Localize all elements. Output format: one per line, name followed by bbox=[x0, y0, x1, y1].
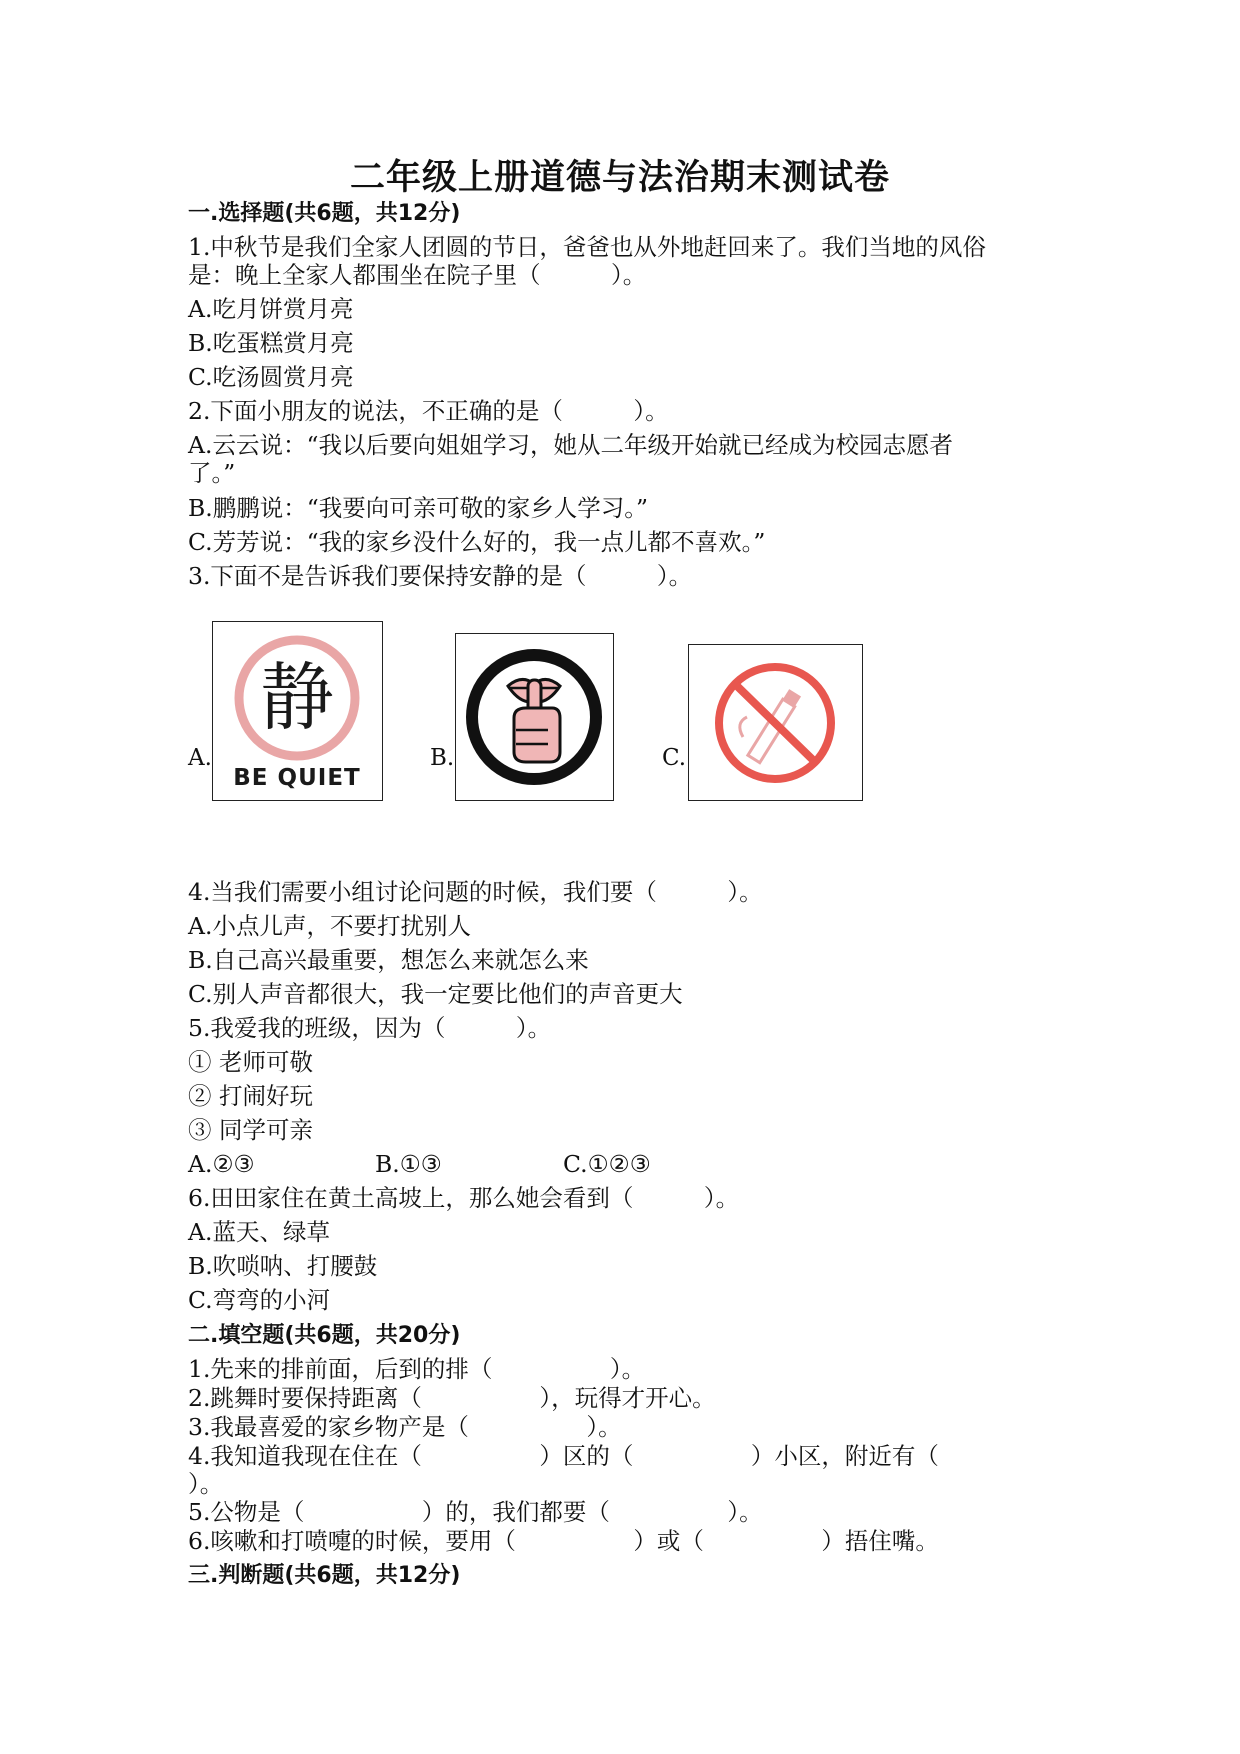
sign-shush bbox=[455, 633, 614, 801]
q3-label-b: B. bbox=[430, 745, 455, 771]
q5-item-1: ① 老师可敬 bbox=[188, 1048, 313, 1076]
q4-option-b: B.自己高兴最重要，想怎么来就怎么来 bbox=[188, 946, 589, 974]
q6-option-a: A.蓝天、绿草 bbox=[188, 1218, 330, 1246]
q1-stem-line1: 1.中秋节是我们全家人团圆的节日，爸爸也从外地赶回来了。我们当地的风俗 bbox=[188, 233, 986, 261]
q5-item-3: ③ 同学可亲 bbox=[188, 1116, 313, 1144]
fill-line-4: 4.我知道我现在住在（ ）区的（ ）小区，附近有（ bbox=[188, 1442, 939, 1470]
q1-option-a: A.吃月饼赏月亮 bbox=[188, 295, 354, 323]
fill-line-2: 2.跳舞时要保持距离（ ），玩得才开心。 bbox=[188, 1384, 716, 1412]
q1-stem-line2: 是：晚上全家人都围坐在院子里（ ）。 bbox=[188, 261, 647, 289]
q5-option-a: A.②③ bbox=[188, 1150, 255, 1178]
section-heading-fill: 二.填空题(共6题，共20分) bbox=[188, 1323, 461, 1348]
q5-stem: 5.我爱我的班级，因为（ ）。 bbox=[188, 1014, 552, 1042]
fill-line-5: 5.公物是（ ）的，我们都要（ ）。 bbox=[188, 1498, 763, 1526]
q1-option-b: B.吃蛋糕赏月亮 bbox=[188, 329, 354, 357]
sign-be-quiet bbox=[212, 621, 383, 801]
q3-label-a: A. bbox=[188, 745, 212, 771]
q2-option-b: B.鹏鹏说：“我要向可亲可敬的家乡人学习。” bbox=[188, 494, 649, 522]
fill-line-3: 3.我最喜爱的家乡物产是（ ）。 bbox=[188, 1413, 622, 1441]
q2-stem: 2.下面小朋友的说法，不正确的是（ ）。 bbox=[188, 397, 669, 425]
q3-stem: 3.下面不是告诉我们要保持安静的是（ ）。 bbox=[188, 562, 693, 590]
q2-option-c: C.芳芳说：“我的家乡没什么好的，我一点儿都不喜欢。” bbox=[188, 528, 766, 556]
smoke-icon bbox=[740, 717, 747, 737]
q5-option-c: C.①②③ bbox=[563, 1150, 651, 1178]
q2-option-a-line1: A.云云说：“我以后要向姐姐学习，她从二年级开始就已经成为校园志愿者 bbox=[188, 431, 953, 459]
q1-option-c: C.吃汤圆赏月亮 bbox=[188, 363, 354, 391]
q4-option-c: C.别人声音都很大，我一定要比他们的声音更大 bbox=[188, 980, 683, 1008]
sign-a-character: 静 bbox=[260, 655, 334, 741]
fist-icon bbox=[514, 708, 560, 762]
page-title: 二年级上册道德与法治期末测试卷 bbox=[349, 157, 890, 198]
q5-item-2: ② 打闹好玩 bbox=[188, 1082, 313, 1110]
q5-option-b: B.①③ bbox=[375, 1150, 442, 1178]
q6-stem: 6.田田家住在黄土高坡上，那么她会看到（ ）。 bbox=[188, 1184, 740, 1212]
sign-a-caption: BE QUIET bbox=[233, 765, 361, 791]
sign-no-smoking bbox=[688, 644, 863, 801]
sign-c-slash bbox=[736, 685, 814, 761]
q2-option-a-line2: 了。” bbox=[188, 459, 236, 487]
q4-option-a: A.小点儿声，不要打扰别人 bbox=[188, 912, 471, 940]
q6-option-c: C.弯弯的小河 bbox=[188, 1286, 331, 1314]
q4-stem: 4.当我们需要小组讨论问题的时候，我们要（ ）。 bbox=[188, 878, 763, 906]
section-heading-choice: 一.选择题(共6题，共12分) bbox=[188, 201, 461, 226]
fill-line-4-cont: ）。 bbox=[188, 1470, 224, 1498]
q6-option-b: B.吹唢呐、打腰鼓 bbox=[188, 1252, 378, 1280]
section-heading-judge: 三.判断题(共6题，共12分) bbox=[188, 1563, 461, 1588]
q3-label-c: C. bbox=[662, 745, 687, 771]
fill-line-1: 1.先来的排前面，后到的排（ ）。 bbox=[188, 1355, 646, 1383]
fill-line-6: 6.咳嗽和打喷嚏的时候，要用（ ）或（ ）捂住嘴。 bbox=[188, 1527, 939, 1555]
